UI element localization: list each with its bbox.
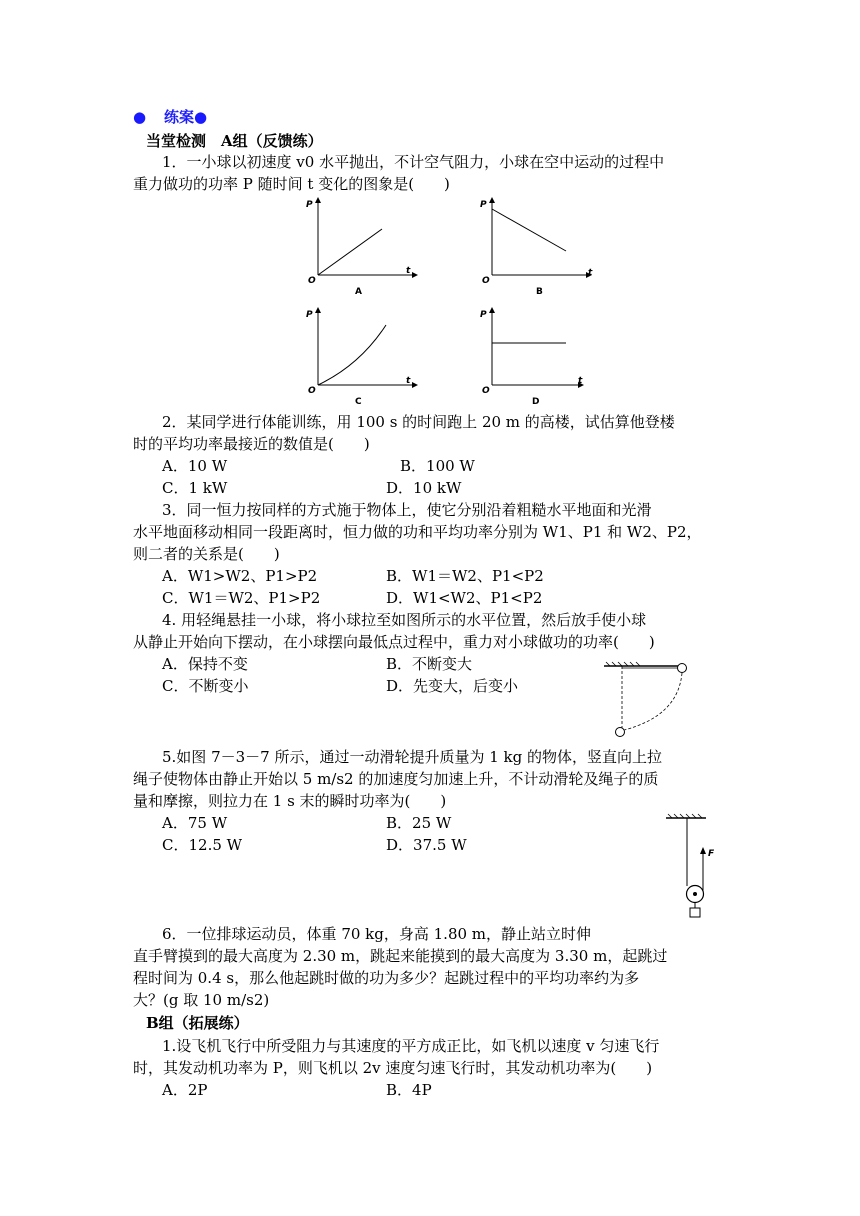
q3-option-a: A．W1>W2、P1>P2 [162, 567, 318, 585]
bullet-icon: ● [133, 108, 147, 126]
q5-line1: 5.如图 7－3－7 所示，通过一动滑轮提升质量为 1 kg 的物体，竖直向上拉 [162, 748, 663, 766]
q5-line3: 量和摩擦，则拉力在 1 s 末的瞬时功率为( ) [133, 792, 447, 810]
graph-a-axis-y: P [306, 200, 313, 210]
b1-option-a: A．2P [162, 1081, 208, 1099]
group-b-heading: B组（拓展练） [146, 1014, 249, 1032]
b1-line2: 时，其发动机功率为 P，则飞机以 2v 速度匀速飞行时，其发动机功率为( ) [133, 1059, 653, 1077]
q5-option-c: C．12.5 W [162, 836, 243, 854]
q5-option-a: A．75 W [162, 814, 228, 832]
q2-option-a: A．10 W [162, 457, 228, 475]
q6-line2: 直手臂摸到的最大高度为 2.30 m，跳起来能摸到的最大高度为 3.30 m，起跳过 [133, 947, 668, 965]
graph-c-axis-y: P [306, 310, 313, 320]
q4-line1: 4. 用轻绳悬挂一小球，将小球拉至如图所示的水平位置，然后放手使小球 [162, 611, 647, 629]
graph-c-origin: O [308, 386, 316, 396]
graph-b-axis-x: t [588, 268, 593, 278]
graph-a-axis-x: t [406, 266, 411, 276]
force-label: F [708, 849, 715, 859]
q2-line1: 2．某同学进行体能训练，用 100 s 的时间跑上 20 m 的高楼，试估算他登楼 [162, 413, 675, 431]
q4-option-c: C．不断变小 [162, 677, 249, 695]
q3-line1: 3．同一恒力按同样的方式施于物体上，使它分别沿着粗糙水平地面和光滑 [162, 501, 652, 519]
graph-b-axis-y: P [480, 200, 487, 210]
group-a-heading: 当堂检测 A组（反馈练） [146, 132, 323, 150]
graph-d-label: D [532, 397, 540, 407]
b1-option-b: B．4P [386, 1081, 432, 1099]
graph-d [474, 305, 594, 405]
q4-line2: 从静止开始向下摆动，在小球摆向最低点过程中，重力对小球做功的功率( ) [133, 633, 655, 651]
graph-a-label: A [355, 287, 362, 297]
graph-d-axis-y: P [480, 310, 487, 320]
graph-c-axis-x: t [406, 376, 411, 386]
q3-line3: 则二者的关系是( ) [133, 545, 280, 563]
q3-line2: 水平地面移动相同一段距离时，恒力做的功和平均功率分别为 W1、P1 和 W2、P2， [133, 523, 702, 541]
q1-line1: 1．一小球以初速度 v0 水平抛出，不计空气阻力，小球在空中运动的过程中 [162, 153, 665, 171]
pulley-figure [662, 812, 722, 912]
q4-option-d: D．先变大，后变小 [386, 677, 519, 695]
graph-d-origin: O [482, 386, 490, 396]
q5-option-d: D．37.5 W [386, 836, 467, 854]
q3-option-b: B．W1＝W2、P1<P2 [386, 567, 544, 585]
graph-a-origin: O [308, 276, 316, 286]
q2-option-d: D．10 kW [386, 479, 462, 497]
graph-c [300, 305, 420, 405]
graph-b-origin: O [482, 276, 490, 286]
graph-d-axis-x: t [578, 376, 583, 386]
section-title: 练案● [164, 108, 208, 126]
q6-line4: 大？(g 取 10 m/s2) [133, 991, 270, 1009]
q2-option-b: B．100 W [400, 457, 475, 475]
q3-option-d: D．W1<W2、P1<P2 [386, 589, 543, 607]
q4-option-a: A．保持不变 [162, 655, 248, 673]
graph-a [300, 195, 420, 295]
q1-line2: 重力做功的功率 P 随时间 t 变化的图象是( ) [133, 175, 450, 193]
q5-option-b: B．25 W [386, 814, 452, 832]
q2-option-c: C．1 kW [162, 479, 228, 497]
q6-line1: 6．一位排球运动员，体重 70 kg，身高 1.80 m，静止站立时伸 [162, 925, 592, 943]
q5-line2: 绳子使物体由静止开始以 5 m/s2 的加速度匀加速上升，不计动滑轮及绳子的质 [133, 770, 659, 788]
q4-option-b: B．不断变大 [386, 655, 473, 673]
q3-option-c: C．W1＝W2、P1>P2 [162, 589, 321, 607]
b1-line1: 1.设飞机飞行中所受阻力与其速度的平方成正比，如飞机以速度 v 匀速飞行 [162, 1037, 660, 1055]
pendulum-figure [600, 660, 700, 740]
q6-line3: 程时间为 0.4 s，那么他起跳时做的功为多少？起跳过程中的平均功率约为多 [133, 969, 640, 987]
q2-line2: 时的平均功率最接近的数值是( ) [133, 435, 370, 453]
graph-b-label: B [536, 287, 543, 297]
graph-b [474, 195, 594, 295]
graph-c-label: C [355, 397, 362, 407]
